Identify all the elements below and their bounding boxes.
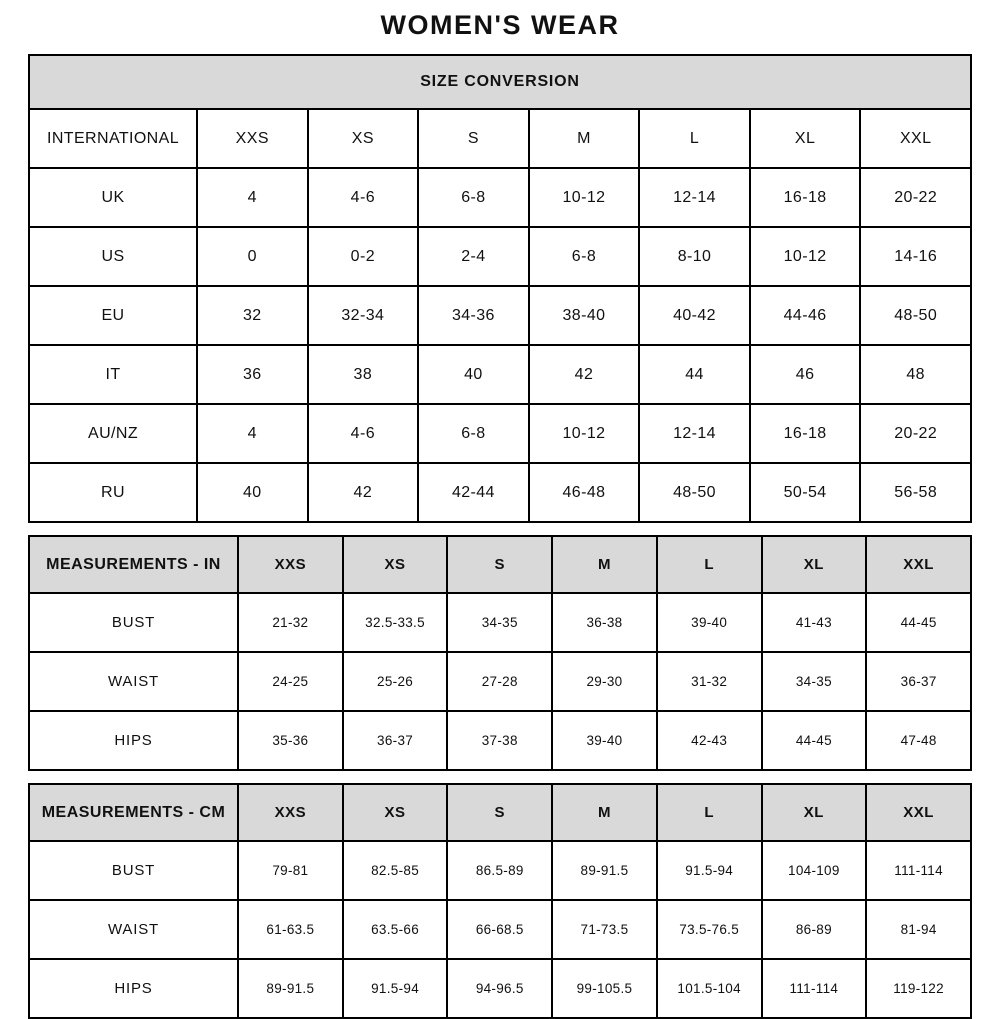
measurement-cell: 31-32 <box>657 652 762 711</box>
column-header-xxs: XXS <box>197 109 308 168</box>
measurements-cm-title: MEASUREMENTS - CM <box>29 784 238 841</box>
measurement-label: BUST <box>29 593 238 652</box>
measurement-label: HIPS <box>29 959 238 1018</box>
size-cell: 16-18 <box>750 168 861 227</box>
size-cell: 32-34 <box>308 286 419 345</box>
measurement-cell: 63.5-66 <box>343 900 448 959</box>
measurement-cell: 111-114 <box>866 841 971 900</box>
region-label: EU <box>29 286 197 345</box>
size-cell: 8-10 <box>639 227 750 286</box>
table-row-international <box>29 109 971 168</box>
column-header-xxl: XXL <box>860 109 971 168</box>
measurement-cell: 71-73.5 <box>552 900 657 959</box>
column-header-l: L <box>657 536 762 593</box>
size-cell: 44-46 <box>750 286 861 345</box>
table-row-uk <box>29 168 971 227</box>
column-header-s: S <box>447 536 552 593</box>
measurement-cell: 94-96.5 <box>447 959 552 1018</box>
column-header-xl: XL <box>750 109 861 168</box>
region-label: IT <box>29 345 197 404</box>
size-cell: 6-8 <box>418 404 529 463</box>
measurement-cell: 24-25 <box>238 652 343 711</box>
column-header-xxl: XXL <box>866 536 971 593</box>
table-row-aunz <box>29 404 971 463</box>
measurement-cell: 39-40 <box>657 593 762 652</box>
size-cell: 14-16 <box>860 227 971 286</box>
measurement-cell: 27-28 <box>447 652 552 711</box>
measurement-cell: 89-91.5 <box>552 841 657 900</box>
measurement-cell: 79-81 <box>238 841 343 900</box>
measurement-cell: 34-35 <box>762 652 867 711</box>
size-conversion-title: SIZE CONVERSION <box>29 55 971 109</box>
measurement-label: WAIST <box>29 900 238 959</box>
region-label: AU/NZ <box>29 404 197 463</box>
measurement-cell: 44-45 <box>866 593 971 652</box>
measurement-cell: 91.5-94 <box>657 841 762 900</box>
measurement-cell: 29-30 <box>552 652 657 711</box>
measurement-cell: 111-114 <box>762 959 867 1018</box>
size-cell: 12-14 <box>639 168 750 227</box>
measurement-cell: 36-37 <box>343 711 448 770</box>
measurement-cell: 37-38 <box>447 711 552 770</box>
size-cell: 0 <box>197 227 308 286</box>
measurement-cell: 73.5-76.5 <box>657 900 762 959</box>
size-cell: 16-18 <box>750 404 861 463</box>
size-cell: 20-22 <box>860 168 971 227</box>
size-cell: 0-2 <box>308 227 419 286</box>
table-row-waist-in <box>29 652 971 711</box>
measurement-label: BUST <box>29 841 238 900</box>
size-cell: 2-4 <box>418 227 529 286</box>
table-row-bust-in <box>29 593 971 652</box>
size-cell: 4 <box>197 404 308 463</box>
column-header-xs: XS <box>343 784 448 841</box>
measurement-label: HIPS <box>29 711 238 770</box>
page-title: WOMEN'S WEAR <box>380 10 620 40</box>
column-header-m: M <box>529 109 640 168</box>
measurement-cell: 99-105.5 <box>552 959 657 1018</box>
size-cell: 40-42 <box>639 286 750 345</box>
size-cell: 6-8 <box>418 168 529 227</box>
column-header-xl: XL <box>762 784 867 841</box>
size-cell: 42 <box>308 463 419 522</box>
size-cell: 48-50 <box>639 463 750 522</box>
measurements-in-header-row <box>29 536 971 593</box>
size-cell: 4-6 <box>308 404 419 463</box>
table-row-it <box>29 345 971 404</box>
column-header-s: S <box>418 109 529 168</box>
size-cell: 10-12 <box>750 227 861 286</box>
measurement-cell: 25-26 <box>343 652 448 711</box>
column-header-international: INTERNATIONAL <box>29 109 197 168</box>
measurement-cell: 35-36 <box>238 711 343 770</box>
size-cell: 50-54 <box>750 463 861 522</box>
column-header-s: S <box>447 784 552 841</box>
size-chart-page <box>28 0 972 1019</box>
size-cell: 40 <box>197 463 308 522</box>
size-conversion-banner-row <box>29 55 971 109</box>
measurement-cell: 119-122 <box>866 959 971 1018</box>
measurement-cell: 36-37 <box>866 652 971 711</box>
size-conversion-table <box>28 54 972 523</box>
table-row-hips-cm <box>29 959 971 1018</box>
measurement-cell: 44-45 <box>762 711 867 770</box>
measurement-cell: 66-68.5 <box>447 900 552 959</box>
size-cell: 40 <box>418 345 529 404</box>
measurement-cell: 32.5-33.5 <box>343 593 448 652</box>
measurement-cell: 86.5-89 <box>447 841 552 900</box>
column-header-l: L <box>639 109 750 168</box>
size-cell: 42-44 <box>418 463 529 522</box>
region-label: US <box>29 227 197 286</box>
size-cell: 20-22 <box>860 404 971 463</box>
column-header-m: M <box>552 784 657 841</box>
measurements-in-table <box>28 535 972 771</box>
measurements-cm-header-row <box>29 784 971 841</box>
measurement-cell: 34-35 <box>447 593 552 652</box>
size-cell: 42 <box>529 345 640 404</box>
size-cell: 48 <box>860 345 971 404</box>
size-cell: 56-58 <box>860 463 971 522</box>
column-header-xs: XS <box>343 536 448 593</box>
region-label: RU <box>29 463 197 522</box>
table-row-bust-cm <box>29 841 971 900</box>
measurements-in-title: MEASUREMENTS - IN <box>29 536 238 593</box>
size-cell: 48-50 <box>860 286 971 345</box>
size-cell: 4 <box>197 168 308 227</box>
table-row-waist-cm <box>29 900 971 959</box>
size-cell: 12-14 <box>639 404 750 463</box>
column-header-xl: XL <box>762 536 867 593</box>
size-cell: 6-8 <box>529 227 640 286</box>
measurement-label: WAIST <box>29 652 238 711</box>
size-cell: 44 <box>639 345 750 404</box>
size-cell: 32 <box>197 286 308 345</box>
size-cell: 46-48 <box>529 463 640 522</box>
measurement-cell: 81-94 <box>866 900 971 959</box>
measurement-cell: 61-63.5 <box>238 900 343 959</box>
size-cell: 10-12 <box>529 168 640 227</box>
table-row-eu <box>29 286 971 345</box>
size-cell: 36 <box>197 345 308 404</box>
measurement-cell: 47-48 <box>866 711 971 770</box>
size-cell: 38-40 <box>529 286 640 345</box>
region-label: UK <box>29 168 197 227</box>
column-header-xxl: XXL <box>866 784 971 841</box>
measurement-cell: 82.5-85 <box>343 841 448 900</box>
size-cell: 46 <box>750 345 861 404</box>
measurement-cell: 21-32 <box>238 593 343 652</box>
table-row-us <box>29 227 971 286</box>
column-header-xxs: XXS <box>238 536 343 593</box>
measurement-cell: 39-40 <box>552 711 657 770</box>
measurement-cell: 36-38 <box>552 593 657 652</box>
measurement-cell: 91.5-94 <box>343 959 448 1018</box>
measurement-cell: 101.5-104 <box>657 959 762 1018</box>
column-header-l: L <box>657 784 762 841</box>
size-cell: 4-6 <box>308 168 419 227</box>
column-header-xxs: XXS <box>238 784 343 841</box>
measurement-cell: 89-91.5 <box>238 959 343 1018</box>
table-row-hips-in <box>29 711 971 770</box>
table-row-ru <box>29 463 971 522</box>
column-header-xs: XS <box>308 109 419 168</box>
measurement-cell: 41-43 <box>762 593 867 652</box>
size-cell: 10-12 <box>529 404 640 463</box>
measurements-cm-table <box>28 783 972 1019</box>
measurement-cell: 104-109 <box>762 841 867 900</box>
size-cell: 38 <box>308 345 419 404</box>
column-header-m: M <box>552 536 657 593</box>
measurement-cell: 86-89 <box>762 900 867 959</box>
measurement-cell: 42-43 <box>657 711 762 770</box>
size-cell: 34-36 <box>418 286 529 345</box>
